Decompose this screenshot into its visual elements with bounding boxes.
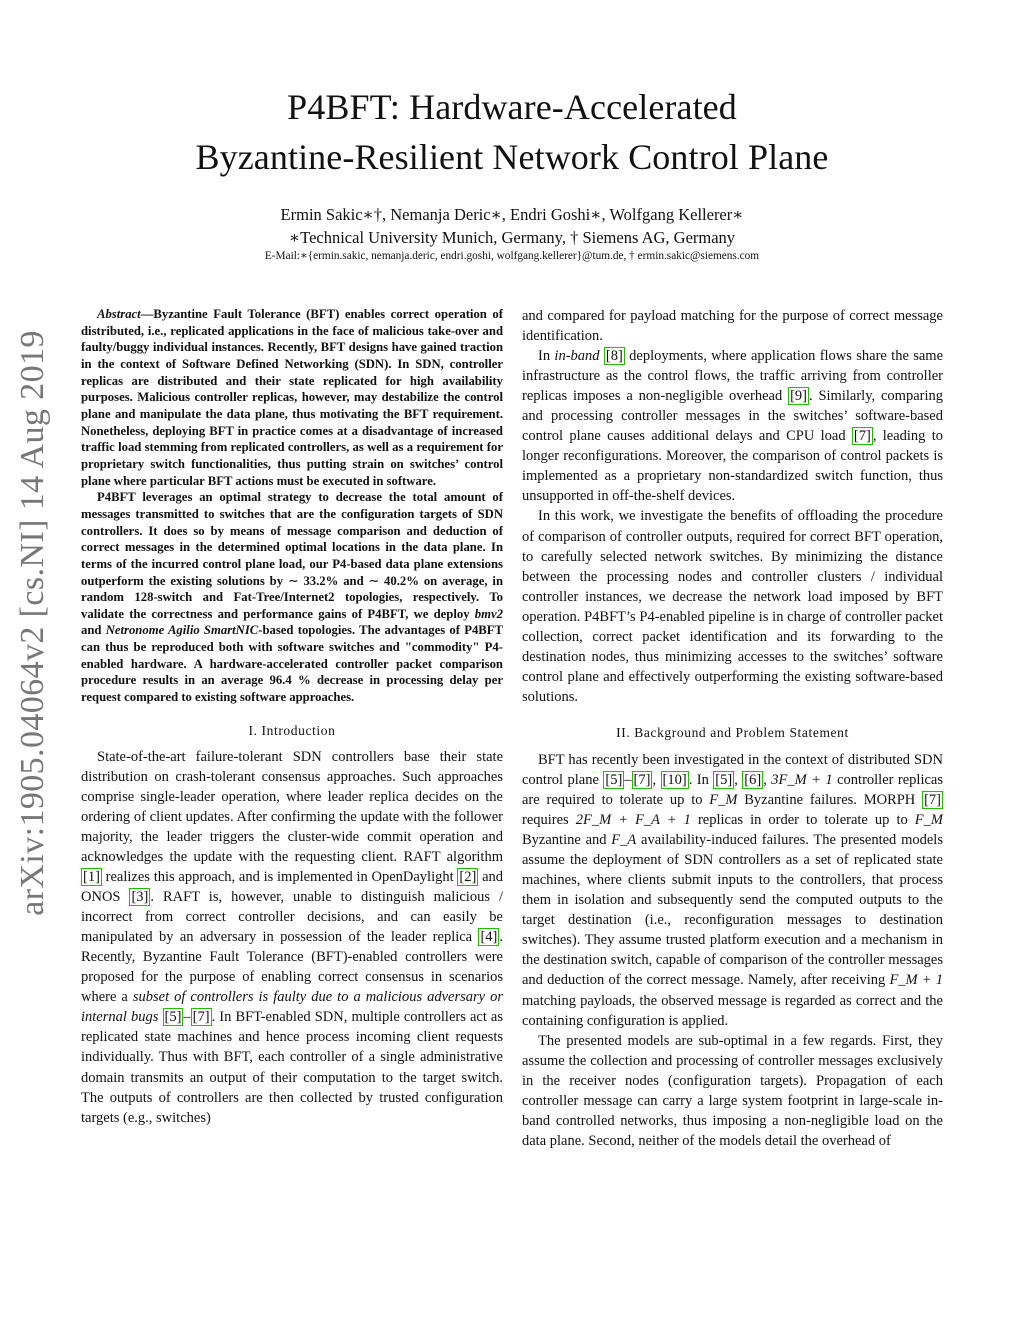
right-paragraph-continued: and compared for payload matching for the purpose of correct message identification. — [522, 308, 943, 345]
citation-link[interactable]: [5] — [605, 771, 623, 788]
right-paragraph-inband: In in-band [8] deployments, where application flows share the same infrastructure as the control flows, the traffic arriving from controller replicas imposes a non-negligible overhead [9] . Similarly, comparing and processing controller messages in the switches’ software-based control plane causes additional delays and CPU load [7] , leading to longer reconfigurations. Moreover, the comparison of control packets is implemented as a proprietary non-standardized switch function, thus unsupported in off-the-shelf devices. — [522, 348, 944, 505]
citation-link[interactable]: [9] — [790, 388, 807, 405]
section-heading-introduction: I. Introduction — [248, 722, 336, 738]
citation-link[interactable]: [5] — [164, 1009, 182, 1026]
citation-link[interactable]: [5] — [715, 771, 733, 788]
abstract-paragraph-1: Abstract—Byzantine Fault Tolerance (BFT) enables correct operation of distributed, i.e., replicated applications in the face of malicious take-over and faulty/buggy individual instances. Recently, BFT designs have gained traction in the context of Software Defined Networking (SDN). In SDN, controller replicas are distributed and their state replicated for high availability purposes. Malicious controller replicas, however, may destabilize the control plane and manipulate the data plane, thus motivating the BFT requirement. Nonetheless, deploying BFT in practice comes at a disadvantage of increased traffic load stemming from replicated controllers, as well as a requirement for proprietary switch functionalities, thus putting strain on switches’ control plane where particular BFT actions must be executed in software. — [81, 307, 503, 488]
citation-link[interactable]: [6] — [744, 771, 762, 788]
abstract — [81, 306, 503, 706]
section-heading-background: II. Background and Problem Statement — [616, 724, 849, 740]
citation-link[interactable]: [7] — [853, 428, 871, 445]
email-line: E-Mail:∗{ermin.sakic, nemanja.deric, endri.goshi, wolfgang.kellerer}@tum.de, † ermin.sakic@siemens.com — [264, 250, 760, 262]
citation-link[interactable]: [10] — [662, 771, 687, 788]
affiliations: ∗Technical University Munich, Germany, † Siemens AG, Germany — [288, 228, 736, 247]
citation-link[interactable]: [7] — [924, 792, 941, 809]
background-paragraph-2: The presented models are sub-optimal in a few regards. First, they assume the collection and processing of controller messages exclusively in the receiver nodes (configuration targets). Propagation of each controller message can carry a large system footprint in large-scale in-band controlled networks, thus imposing a non-negligible load on the data plane. Second, neither of the models detail the overhead of — [522, 1032, 943, 1149]
citation-link[interactable]: [7] — [192, 1009, 210, 1026]
left-column — [81, 306, 503, 1128]
author-list: Ermin Sakic∗†, Nemanja Deric∗, Endri Goshi∗, Wolfgang Kellerer∗ — [280, 205, 744, 224]
right-column — [522, 306, 943, 1151]
paper-title-line-1: P4BFT: Hardware-Accelerated — [287, 87, 737, 127]
background-paragraph-1: BFT has recently been investigated in the context of distributed SDN control plane [5] – [7] , [10] . In [5] , [6] , 3F_M + 1 controller replicas are required to tolerate up to F_M Byzantine failures. MORPH [7] requires 2F_M + F_A + 1 replicas in order to tolerate up to F_M Byzantine and F_A availability-induced failures. The presented models assume the deployment of SDN controllers as a set of replicated state machines, where clients submit inputs to the controllers, that process them in isolation and subsequently send the computed outputs to the target destination (i.e., reconfiguration messages to destination switches). They assume trusted platform execution and a mechanism in the destination switch, capable of comparison of the controller messages and deduction of the correct message. Namely, after receiving F_M + 1 matching payloads, the observed message is regarded as correct and the containing configuration is applied. — [522, 751, 943, 1029]
citation-link[interactable]: [2] — [459, 869, 477, 886]
citation-link[interactable]: [1] — [83, 869, 100, 886]
citation-link[interactable]: [7] — [633, 771, 651, 788]
paper-title-line-2: Byzantine-Resilient Network Control Plane — [195, 137, 829, 177]
citation-link[interactable]: [3] — [131, 889, 149, 906]
abstract-label: Abstract — [97, 307, 141, 321]
arxiv-identifier: arXiv:1905.04064v2 [cs.NI] 14 Aug 2019 — [14, 330, 51, 916]
citation-link[interactable]: [8] — [605, 348, 623, 365]
abstract-paragraph-2: P4BFT leverages an optimal strategy to decrease the total amount of messages transmitted to switches that are the configuration targets of SDN controllers. It does so by means of message comparison and deduction of correct messages in the determined optimal locations in the data plane. In terms of the incurred control plane load, our P4-based data plane extensions outperform the existing solutions by ∼ 33.2% and ∼ 40.2% on average, in random 128-switch and Fat-Tree/Internet2 topologies, respectively. To validate the correctness and performance gains of P4BFT, we deploy bmv2 and Netronome Agilio SmartNIC-based topologies. The advantages of P4BFT can thus be reproduced both with software switches and "commodity" P4-enabled hardware. A hardware-accelerated controller packet comparison procedure results in an average 96.4 % decrease in processing delay per request compared to existing software approaches. — [81, 490, 503, 705]
intro-paragraph-1: State-of-the-art failure-tolerant SDN controllers base their state distribution on crash-tolerant consensus approaches. Such approaches comprise single-leader operation, where leader replica decides on the ordering of client updates. After confirming the update with the follower majority, the leader triggers the cluster-wide commit operation and acknowledges the update with the requesting client. RAFT algorithm [1] realizes this approach, and is implemented in OpenDaylight [2] and ONOS [3] . RAFT is, however, unable to distinguish malicious / incorrect from correct controller decisions, and can easily be manipulated by an adversary in possession of the leader replica [4] . Recently, Byzantine Fault Tolerance (BFT)-enabled controllers were proposed for the purpose of enabling correct consensus in scenarios where a subset of controllers is faulty due to a malicious adversary or internal bugs [5] – [7] . In BFT-enabled SDN, multiple controllers act as replicated state machines and hence process incoming client requests individually. Thus with BFT, each controller of a single administrative domain transmits an output of their computation to the target switch. The outputs of controllers are then collected by trusted configuration targets (e.g., switches) — [81, 748, 504, 1126]
right-paragraph-this-work: In this work, we investigate the benefits of offloading the procedure of comparison of controller outputs, required for correct BFT operation, to carefully selected network switches. By minimizing the distance between the processing nodes and controller clusters / individual controller instances, we decrease the network load imposed by BFT operation. P4BFT’s P4-enabled pipeline is in charge of controller packet collection, correct packet identification and its forwarding to the destination nodes, thus minimizing accesses to the switches’ software control plane and effectively outperforming the existing software-based solutions. — [522, 508, 943, 705]
citation-link[interactable]: [4] — [480, 929, 498, 946]
